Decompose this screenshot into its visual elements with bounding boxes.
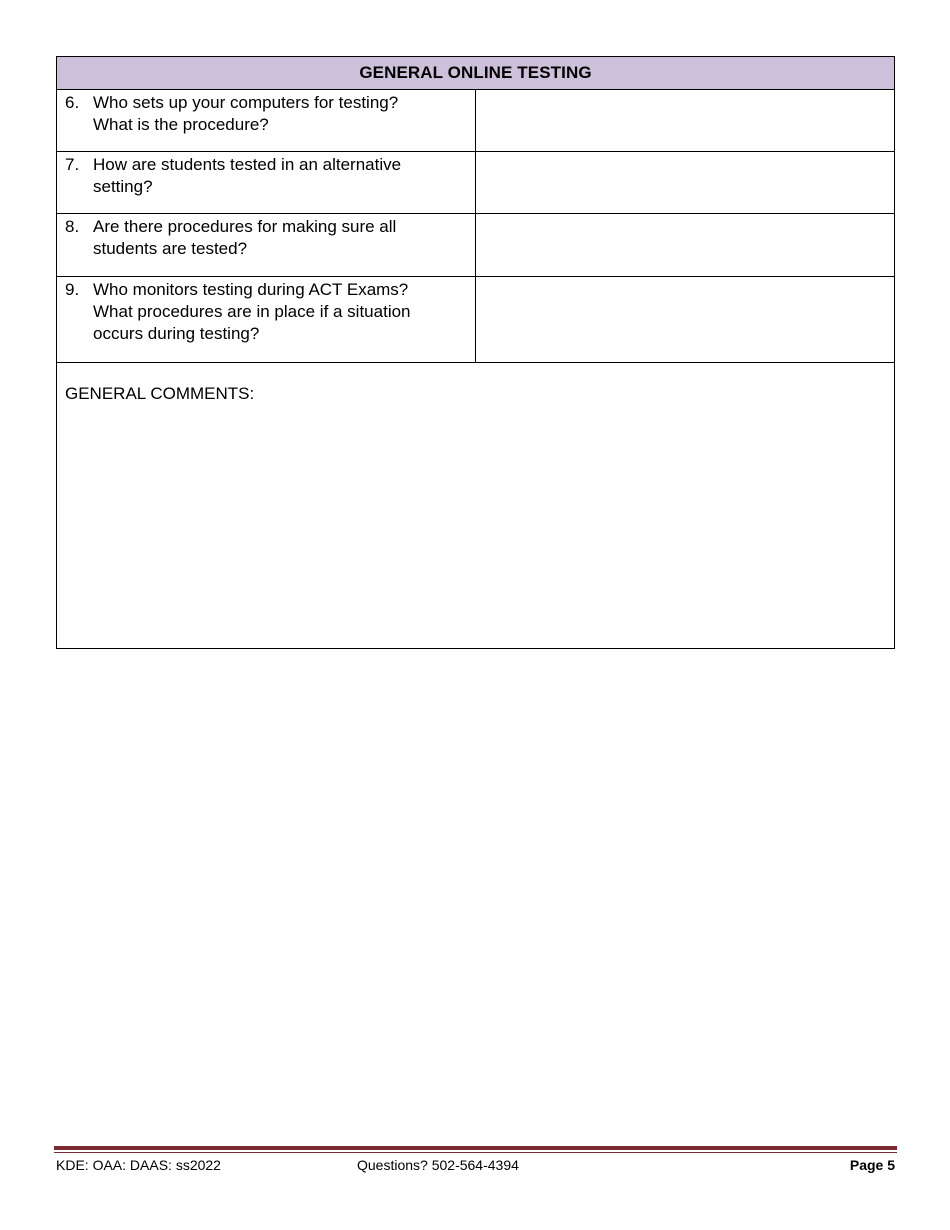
question-line: Who monitors testing during ACT Exams?	[93, 280, 409, 299]
footer-document-id: KDE: OAA: DAAS: ss2022	[56, 1157, 221, 1173]
question-line: setting?	[93, 177, 153, 196]
question-line: Who sets up your computers for testing?	[93, 93, 399, 112]
answer-field[interactable]	[476, 152, 895, 214]
question-text	[93, 279, 467, 345]
question-row	[57, 214, 895, 277]
question-number: 7.	[65, 155, 80, 174]
footer-page-number: Page 5	[849, 1157, 895, 1173]
question-row	[57, 277, 895, 363]
question-row	[57, 90, 895, 152]
question-text	[93, 216, 467, 260]
testing-form-table	[56, 56, 895, 649]
question-line: What procedures are in place if a situation	[93, 302, 411, 321]
answer-field[interactable]	[476, 277, 895, 363]
question-line: How are students tested in an alternative	[93, 155, 402, 174]
question-text	[93, 92, 467, 136]
footer-contact-phone: Questions? 502-564-4394	[357, 1157, 519, 1173]
question-row	[57, 152, 895, 214]
question-number: 8.	[65, 217, 80, 236]
question-cell	[57, 90, 476, 152]
general-comments-field[interactable]	[57, 363, 895, 649]
question-line: occurs during testing?	[93, 324, 260, 343]
question-line: Are there procedures for making sure all	[93, 217, 397, 236]
footer-divider-thick	[54, 1146, 897, 1150]
section-title: GENERAL ONLINE TESTING	[359, 63, 592, 82]
answer-field[interactable]	[476, 214, 895, 277]
question-cell	[57, 277, 476, 363]
section-header	[57, 57, 895, 90]
general-comments-label: GENERAL COMMENTS:	[65, 384, 255, 403]
question-number: 9.	[65, 280, 80, 299]
question-line: What is the procedure?	[93, 115, 269, 134]
question-cell	[57, 214, 476, 277]
question-text	[93, 154, 467, 198]
question-number: 6.	[65, 93, 80, 112]
question-line: students are tested?	[93, 239, 248, 258]
footer-divider-thin	[54, 1152, 897, 1153]
answer-field[interactable]	[476, 90, 895, 152]
question-cell	[57, 152, 476, 214]
